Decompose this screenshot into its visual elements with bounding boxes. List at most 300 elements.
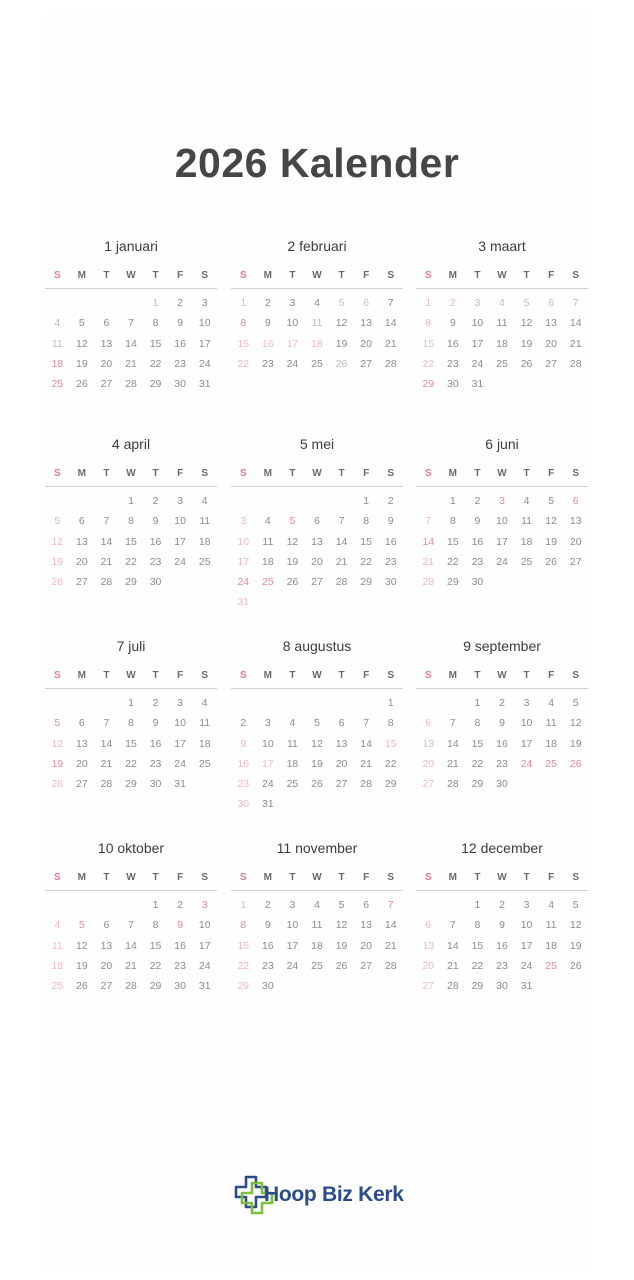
weekday-label: F [548,670,555,681]
day-cell: 4 [499,297,505,309]
day-cell: 1 [240,297,247,309]
weekday-label: S [201,670,209,681]
day-cell: 19 [76,357,88,370]
day-cell: 28 [360,778,372,791]
weekday-label: T [474,270,481,281]
day-grid [45,293,217,394]
weekday-label: T [474,670,481,681]
weekday-label: W [126,468,136,479]
weekday-label: S [201,270,209,281]
weekday-header [416,465,588,487]
day-cell: 10 [496,515,508,528]
day-cell: 7 [425,515,432,528]
weekday-label: S [201,872,209,883]
day-cell: 8 [363,515,370,528]
day-cell: 19 [76,959,88,972]
day-cell: 17 [174,535,186,548]
day-cell: 5 [54,717,61,730]
day-cell: 7 [449,919,456,932]
weekday-label: S [572,270,580,281]
day-cell: 9 [177,317,184,330]
day-cell: 7 [103,717,110,730]
weekday-label: F [177,270,184,281]
empty-day [329,491,354,511]
day-cell: 10 [520,717,533,730]
empty-day [45,895,70,915]
day-cell: 24 [174,555,186,568]
weekday-label: M [263,670,273,681]
day-cell: 2 [474,495,481,507]
month-title: 1 januari [104,238,158,254]
empty-day [94,293,119,313]
weekday-label: F [177,670,184,681]
day-cell: 14 [125,337,137,350]
day-cell: 3 [264,717,271,730]
weekday-label: S [572,468,580,479]
day-cell: 28 [100,576,113,589]
day-cell: 14 [447,939,459,952]
day-cell: 26 [51,576,64,589]
day-cell: 7 [387,297,394,309]
weekday-label: S [239,670,247,681]
day-cell: 29 [384,778,397,791]
weekday-header [416,267,588,289]
day-cell: 4 [314,297,320,309]
day-cell: 26 [76,980,88,993]
day-cell: 31 [237,596,250,609]
day-cell: 12 [520,317,533,330]
weekday-label: W [312,270,322,281]
day-cell: 5 [523,297,530,309]
month-february [231,236,403,374]
day-cell: 13 [422,737,435,750]
day-cell: 25 [520,555,533,568]
day-cell: 14 [569,317,582,330]
day-cell: 27 [76,778,88,791]
month-title: 9 september [463,638,541,654]
weekday-label: S [53,270,61,281]
day-cell: 16 [174,337,186,350]
empty-day [305,491,330,511]
day-grid [231,895,403,996]
day-grid [231,693,403,815]
day-cell: 27 [422,778,435,791]
brand-name: Hoop Biz Kerk [264,1183,404,1206]
day-cell: 20 [360,939,372,952]
day-cell: 23 [496,959,508,972]
day-cell: 22 [125,555,137,568]
weekday-label: F [363,270,370,281]
weekday-label: S [387,872,395,883]
empty-day [94,895,119,915]
weekday-label: T [289,468,296,479]
day-cell: 30 [384,576,397,589]
day-cell: 7 [387,899,394,911]
day-cell: 21 [447,959,459,972]
empty-day [119,293,144,313]
day-cell: 22 [360,555,372,568]
day-cell: 18 [545,939,557,952]
weekday-label: W [497,270,507,281]
day-cell: 9 [264,919,271,932]
day-cell: 1 [128,697,134,709]
day-cell: 5 [548,495,555,507]
day-cell: 8 [152,919,159,932]
weekday-label: M [448,872,458,883]
day-cell: 15 [237,337,250,350]
day-cell: 9 [387,515,394,528]
day-cell: 24 [198,357,211,370]
day-cell: 10 [262,737,274,750]
day-cell: 26 [51,778,64,791]
day-cell: 3 [289,899,296,911]
day-cell: 7 [449,717,456,730]
day-cell: 25 [198,555,211,568]
day-cell: 11 [262,535,274,548]
day-cell: 25 [198,757,211,770]
day-cell: 3 [474,297,481,309]
weekday-label: M [77,872,87,883]
weekday-label: S [201,468,209,479]
day-cell: 4 [523,495,530,507]
day-cell: 16 [447,337,459,350]
day-cell: 6 [363,899,370,911]
empty-day [70,693,95,713]
weekday-label: S [387,468,395,479]
weekday-header [231,667,403,689]
day-cell: 25 [51,980,64,993]
day-cell: 15 [471,737,484,750]
day-cell: 20 [76,757,88,770]
weekday-label: F [548,468,555,479]
day-cell: 24 [286,357,299,370]
month-june [416,434,588,592]
weekday-label: T [338,270,345,281]
empty-day [231,693,256,713]
day-cell: 15 [360,535,372,548]
day-cell: 1 [240,899,247,911]
day-cell: 25 [262,576,274,589]
day-cell: 27 [100,980,113,993]
day-cell: 4 [201,495,208,507]
month-title: 8 augustus [282,638,352,654]
day-cell: 8 [128,717,134,730]
day-cell: 23 [447,357,459,370]
day-cell: 24 [520,959,533,972]
day-cell: 23 [237,778,250,791]
day-cell: 18 [311,939,323,952]
day-cell: 14 [447,737,459,750]
day-cell: 2 [387,495,394,507]
weekday-header [45,267,217,289]
day-cell: 23 [262,959,274,972]
day-cell: 8 [240,317,247,330]
day-cell: 3 [523,697,530,709]
empty-day [70,895,95,915]
day-cell: 24 [174,757,186,770]
day-cell: 15 [384,737,397,750]
day-grid [45,895,217,996]
day-cell: 12 [51,535,64,548]
day-cell: 8 [449,515,456,528]
day-cell: 17 [198,337,211,350]
day-cell: 24 [286,959,299,972]
day-cell: 3 [177,495,184,507]
day-cell: 20 [76,555,88,568]
weekday-label: S [239,872,247,883]
day-cell: 28 [100,778,113,791]
month-september [416,636,588,794]
day-cell: 10 [198,919,211,932]
day-cell: 23 [149,555,162,568]
month-title: 12 december [461,840,543,856]
day-cell: 11 [311,317,323,330]
day-cell: 29 [237,980,250,993]
day-grid [45,693,217,794]
day-cell: 19 [51,555,64,568]
day-cell: 8 [474,717,481,730]
day-cell: 27 [311,576,323,589]
day-cell: 29 [125,778,137,791]
day-cell: 9 [474,515,481,528]
day-cell: 3 [289,297,296,309]
day-cell: 15 [125,737,137,750]
day-cell: 26 [520,357,533,370]
day-cell: 24 [471,357,484,370]
day-cell: 14 [125,939,137,952]
day-cell: 11 [311,919,323,932]
day-cell: 29 [360,576,372,589]
weekday-label: T [523,872,530,883]
day-cell: 21 [100,555,113,568]
empty-day [45,693,70,713]
day-cell: 16 [237,757,250,770]
day-cell: 17 [237,555,250,568]
day-cell: 30 [496,980,508,993]
empty-day [70,293,95,313]
day-cell: 19 [311,757,323,770]
weekday-label: T [103,670,110,681]
day-cell: 12 [76,337,88,350]
day-cell: 28 [384,357,397,370]
month-july [45,636,217,794]
day-cell: 22 [384,757,397,770]
month-august [231,636,403,815]
day-cell: 2 [449,297,456,309]
day-cell: 26 [76,378,88,391]
day-cell: 23 [149,757,162,770]
day-cell: 21 [447,757,459,770]
day-grid [416,293,588,394]
weekday-header [45,465,217,487]
day-cell: 28 [335,576,348,589]
weekday-label: T [152,270,159,281]
day-cell: 19 [520,337,533,350]
day-cell: 1 [152,297,159,309]
weekday-label: T [289,872,296,883]
empty-day [45,491,70,511]
day-cell: 2 [152,697,159,709]
day-cell: 7 [338,515,345,528]
day-cell: 17 [520,737,533,750]
day-cell: 11 [545,717,557,730]
day-cell: 29 [471,980,484,993]
day-cell: 6 [425,717,432,730]
weekday-label: S [239,468,247,479]
day-cell: 24 [237,576,250,589]
day-cell: 28 [447,778,459,791]
day-cell: 17 [286,939,299,952]
day-cell: 10 [174,717,186,730]
day-cell: 12 [545,515,557,528]
day-cell: 21 [360,757,372,770]
day-cell: 8 [387,717,394,730]
day-cell: 19 [51,757,64,770]
weekday-label: S [53,670,61,681]
weekday-label: W [126,670,136,681]
day-cell: 22 [471,757,484,770]
day-cell: 2 [240,717,247,730]
day-cell: 24 [520,757,533,770]
day-cell: 2 [499,697,505,709]
weekday-header [416,869,588,891]
weekday-header [231,267,403,289]
day-cell: 5 [572,697,579,709]
day-cell: 8 [425,317,432,330]
day-cell: 6 [103,317,110,330]
day-cell: 20 [545,337,557,350]
day-cell: 31 [198,378,211,391]
empty-day [441,895,466,915]
weekday-label: W [497,468,507,479]
month-january [45,236,217,394]
day-grid [45,491,217,592]
day-cell: 26 [569,757,582,770]
day-cell: 24 [496,555,508,568]
weekday-label: T [523,270,530,281]
day-cell: 27 [100,378,113,391]
month-october [45,838,217,996]
day-cell: 15 [125,535,137,548]
weekday-label: M [77,270,87,281]
day-cell: 9 [449,317,456,330]
day-cell: 6 [103,919,110,932]
day-cell: 25 [496,357,508,370]
day-cell: 11 [199,515,211,528]
day-cell: 12 [569,717,582,730]
day-cell: 10 [174,515,186,528]
day-cell: 3 [523,899,530,911]
day-cell: 20 [422,757,435,770]
month-title: 2 februari [287,238,347,254]
day-cell: 12 [286,535,299,548]
day-cell: 8 [128,515,134,528]
day-cell: 16 [149,737,162,750]
day-cell: 27 [335,778,348,791]
day-cell: 28 [384,959,397,972]
day-cell: 26 [335,357,348,370]
weekday-label: T [152,468,159,479]
day-cell: 25 [545,757,557,770]
day-cell: 31 [262,798,274,811]
empty-day [94,491,119,511]
weekday-label: F [363,670,370,681]
day-cell: 16 [384,535,397,548]
day-cell: 30 [237,798,250,811]
day-cell: 14 [100,535,113,548]
day-cell: 18 [286,757,299,770]
day-cell: 19 [569,939,582,952]
month-may [231,434,403,613]
day-cell: 27 [360,959,372,972]
day-cell: 9 [152,515,159,528]
day-cell: 21 [335,555,348,568]
weekday-header [45,869,217,891]
weekday-label: T [338,468,345,479]
day-cell: 23 [471,555,484,568]
weekday-label: W [126,270,136,281]
empty-day [45,293,70,313]
day-cell: 5 [78,317,85,330]
day-grid [416,895,588,996]
day-cell: 5 [54,515,61,528]
month-march [416,236,588,394]
day-cell: 12 [569,919,582,932]
day-cell: 30 [174,980,186,993]
day-cell: 10 [286,919,299,932]
day-cell: 11 [286,737,298,750]
weekday-label: F [363,468,370,479]
month-title: 3 maart [478,238,526,254]
day-cell: 13 [311,535,323,548]
day-cell: 2 [264,297,271,309]
day-cell: 16 [496,737,508,750]
day-cell: 22 [471,959,484,972]
day-cell: 5 [338,899,345,911]
day-cell: 9 [240,737,247,750]
day-cell: 13 [76,737,88,750]
empty-day [329,693,354,713]
weekday-label: S [424,872,432,883]
day-cell: 23 [384,555,397,568]
day-cell: 20 [335,757,348,770]
day-cell: 27 [569,555,582,568]
day-grid [231,491,403,613]
weekday-label: T [152,872,159,883]
day-cell: 13 [335,737,348,750]
weekday-label: T [103,270,110,281]
weekday-label: T [474,872,481,883]
month-title: 7 juli [116,638,146,654]
day-cell: 22 [237,357,250,370]
weekday-label: T [523,468,530,479]
day-cell: 2 [177,297,184,309]
day-cell: 25 [286,778,299,791]
day-cell: 27 [545,357,557,370]
weekday-label: F [548,270,555,281]
empty-day [94,693,119,713]
day-cell: 21 [569,337,582,350]
day-cell: 1 [449,495,456,507]
weekday-label: M [448,670,458,681]
day-cell: 19 [335,337,348,350]
day-cell: 6 [548,297,555,309]
day-cell: 28 [125,980,137,993]
day-cell: 6 [78,515,85,528]
day-cell: 1 [363,495,370,507]
day-cell: 23 [262,357,274,370]
weekday-label: S [572,670,580,681]
